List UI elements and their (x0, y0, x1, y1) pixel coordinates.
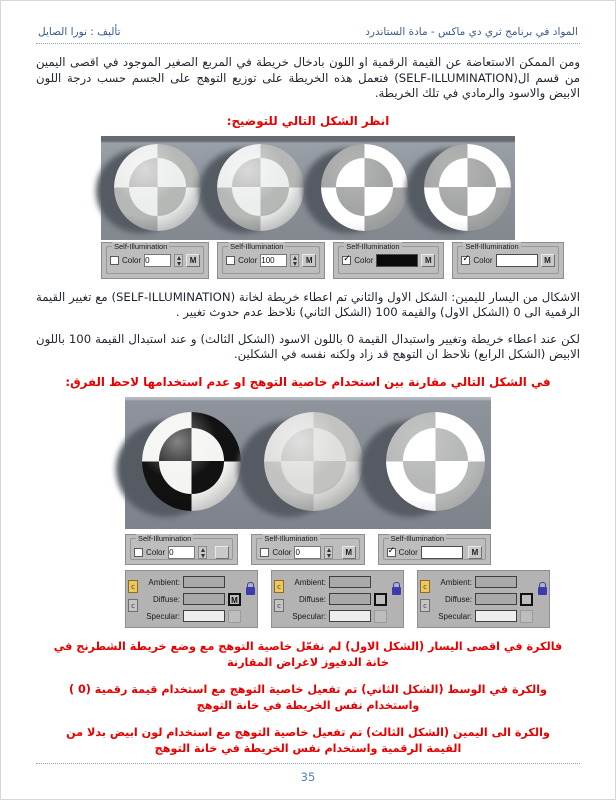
group-label: Self-Illumination (390, 533, 445, 543)
ambient-label: Ambient: (294, 577, 326, 587)
group-label: Self-Illumination (138, 533, 192, 543)
checker-sphere-bw (142, 412, 241, 511)
basic-parameters-panel-1 (125, 570, 258, 628)
self-illumination-checkbox[interactable] (342, 256, 351, 265)
group-label: Self-Illumination (230, 241, 284, 251)
diffuse-label: Diffuse: (299, 594, 326, 604)
paragraph-3: لكن عند اعطاء خريطة وتغيير واستبدال القيمة 0 باللون الاسود (الشكل الثالث) و عند استبدال القيمة 100 باللون الابيض (الشكل الرابع) نلاحظ ان التوهج قد زاد ولكنه نفسه في الشكلين. (36, 331, 580, 361)
spinner-down-icon[interactable] (291, 260, 298, 266)
header-author: تأليف : نورا الصايل (38, 26, 121, 38)
self-illumination-panel-a (125, 534, 238, 565)
specular-color-swatch[interactable] (329, 610, 371, 622)
render-viewport-1 (101, 136, 515, 240)
page-header (36, 0, 580, 44)
self-illumination-checkbox[interactable] (134, 548, 143, 557)
checker-sphere-3 (321, 144, 408, 231)
diffuse-label: Diffuse: (445, 594, 472, 604)
spinner-down-icon[interactable] (175, 260, 182, 266)
self-illumination-value-field[interactable]: 0 (294, 546, 321, 559)
basic-parameters-panel-3 (417, 570, 550, 628)
self-illumination-checkbox[interactable] (260, 548, 269, 557)
lock-icon[interactable] (392, 587, 401, 595)
paragraph-2: الاشكال من اليسار لليمين: الشكل الاول والثاني تم اعطاء خريطة لخانة (SELF-ILLUMINATION) مع تغيير القيمة الرقمية الى 0 (الشكل الاول) والقيمة 100 (الشكل الثاني) نلاحظ عدم حدوث تغيير . (36, 289, 580, 319)
map-button[interactable]: M (302, 254, 316, 267)
sphere-preview (247, 397, 369, 529)
ambient-color-swatch[interactable] (475, 576, 517, 588)
diffuse-specular-lock-icon[interactable]: c (420, 599, 430, 612)
diffuse-label: Diffuse: (153, 594, 180, 604)
note-left-sphere: فالكرة في اقصى اليسار (الشكل الاول) لم نفعّل خاصية التوهج مع وضع خريطة الشطرنج في خانة الدفيوز لاغراض المقارنة (53, 639, 563, 669)
self-illumination-panels-row (101, 241, 551, 279)
color-label: Color (354, 255, 374, 265)
page-footer (36, 763, 580, 784)
specular-label: Specular: (146, 611, 180, 621)
spinner-down-icon[interactable] (325, 552, 332, 558)
checker-sphere-2 (217, 144, 304, 231)
specular-map-button[interactable] (228, 610, 241, 623)
specular-color-swatch[interactable] (475, 610, 517, 622)
sphere-preview (308, 136, 412, 240)
self-illumination-checkbox[interactable] (226, 256, 235, 265)
ambient-diffuse-lock-icon[interactable]: c (420, 580, 430, 593)
self-illumination-panel-1 (101, 242, 209, 279)
render-viewport-2 (125, 397, 491, 529)
heading-see-figure: انظر الشكل التالي للتوضيح: (226, 113, 390, 128)
sphere-preview (125, 397, 247, 529)
map-button[interactable]: M (342, 546, 356, 559)
diffuse-color-swatch[interactable] (475, 593, 517, 605)
self-illumination-checkbox[interactable] (110, 256, 119, 265)
diffuse-specular-lock-icon[interactable]: c (274, 599, 284, 612)
sphere-preview (101, 136, 205, 240)
figure-self-illumination-values (101, 136, 551, 279)
map-button[interactable]: M (541, 254, 555, 267)
map-button[interactable]: M (468, 546, 482, 559)
self-illumination-value-field[interactable]: 100 (260, 254, 287, 267)
self-illumination-value-field[interactable]: 0 (168, 546, 195, 559)
group-label: Self-Illumination (465, 241, 519, 251)
basic-parameters-row (125, 570, 491, 628)
color-swatch[interactable] (496, 254, 538, 267)
group-label: Self-Illumination (114, 241, 168, 251)
color-label: Color (272, 547, 292, 557)
basic-parameters-panel-2 (271, 570, 404, 628)
header-doc-title: المواد في برنامج ثري دي ماكس - مادة الستاندرد (365, 26, 578, 38)
sphere-preview (205, 136, 309, 240)
paragraph-intro: ومن الممكن الاستعاضة عن القيمة الرقمية او اللون بادخال خريطة في المربع الصغير الموجود في اقصى اليمين من قسم ال(SELF-ILLUMINATION) فتعمل هذه الخريطة على توزيع التوهج على الجسم حسب درجة اللون الابيض والاسود والرمادي في تلك الخريطة. (36, 55, 580, 100)
heading-comparison: في الشكل التالي مقارنة بين استخدام خاصية التوهج او عدم استخدامها لاحظ الفرق: (65, 374, 551, 389)
note-right-sphere: والكرة الى اليمين (الشكل الثالث) تم تفعيل خاصية التوهج مع استخدام لون ابيض بدلا من القيمة الرقمية واستخدام نفس الخريطة في خانة التوهج (66, 725, 550, 755)
checker-sphere-4 (424, 144, 511, 231)
ambient-label: Ambient: (148, 577, 180, 587)
value-spinner[interactable] (174, 254, 183, 267)
color-swatch[interactable] (376, 254, 418, 267)
diffuse-color-swatch[interactable] (329, 593, 371, 605)
self-illumination-value-field[interactable]: 0 (144, 254, 171, 267)
self-illumination-panel-b (251, 534, 364, 565)
color-swatch[interactable] (421, 546, 463, 559)
color-label: Color (122, 255, 142, 265)
specular-label: Specular: (438, 611, 472, 621)
ambient-diffuse-lock-icon[interactable]: c (274, 580, 284, 593)
specular-map-button[interactable] (520, 610, 533, 623)
lock-icon[interactable] (538, 587, 547, 595)
checker-sphere-1 (114, 144, 201, 231)
note-middle-sphere: والكرة في الوسط (الشكل الثاني) تم تفعيل خاصية التوهج مع استخدام قيمة رقمية (0 ) واستخدام نفس الخريطة في خانة التوهج (68, 682, 548, 712)
self-illumination-panel-4 (452, 242, 563, 279)
map-button-empty[interactable] (215, 546, 229, 559)
footer-divider (36, 763, 580, 764)
diffuse-specular-lock-icon[interactable]: c (128, 599, 138, 612)
self-illumination-panel-2 (217, 242, 325, 279)
self-illumination-panel-c (378, 534, 491, 565)
specular-label: Specular: (292, 611, 326, 621)
map-button[interactable]: M (421, 254, 435, 267)
group-label: Self-Illumination (346, 241, 400, 251)
ambient-diffuse-lock-icon[interactable]: c (128, 580, 138, 593)
sphere-preview (369, 397, 491, 529)
checker-sphere-gray (264, 412, 363, 511)
lock-icon[interactable] (246, 587, 255, 595)
diffuse-map-button[interactable] (374, 593, 387, 606)
diffuse-color-swatch[interactable] (183, 593, 225, 605)
page-number: 35 (300, 770, 316, 784)
ambient-color-swatch[interactable] (329, 576, 371, 588)
diffuse-map-button[interactable] (520, 593, 533, 606)
self-illumination-checkbox[interactable] (387, 548, 396, 557)
specular-color-swatch[interactable] (183, 610, 225, 622)
ambient-color-swatch[interactable] (183, 576, 225, 588)
self-illumination-panel-3 (333, 242, 444, 279)
self-illumination-checkbox[interactable] (461, 256, 470, 265)
value-spinner[interactable] (290, 254, 299, 267)
checker-sphere-glow (386, 412, 485, 511)
figure-glow-comparison (125, 397, 491, 628)
group-label: Self-Illumination (264, 533, 318, 543)
specular-map-button[interactable] (374, 610, 387, 623)
color-label: Color (146, 547, 166, 557)
value-spinner[interactable] (198, 546, 207, 559)
sphere-preview (412, 136, 516, 240)
color-label: Color (238, 255, 258, 265)
color-label: Color (473, 255, 493, 265)
spinner-down-icon[interactable] (199, 552, 206, 558)
diffuse-map-button[interactable]: M (228, 593, 241, 606)
map-button[interactable]: M (186, 254, 200, 267)
self-illumination-panels-row-2 (125, 534, 491, 565)
value-spinner[interactable] (324, 546, 333, 559)
ambient-label: Ambient: (440, 577, 472, 587)
color-label: Color (398, 547, 418, 557)
